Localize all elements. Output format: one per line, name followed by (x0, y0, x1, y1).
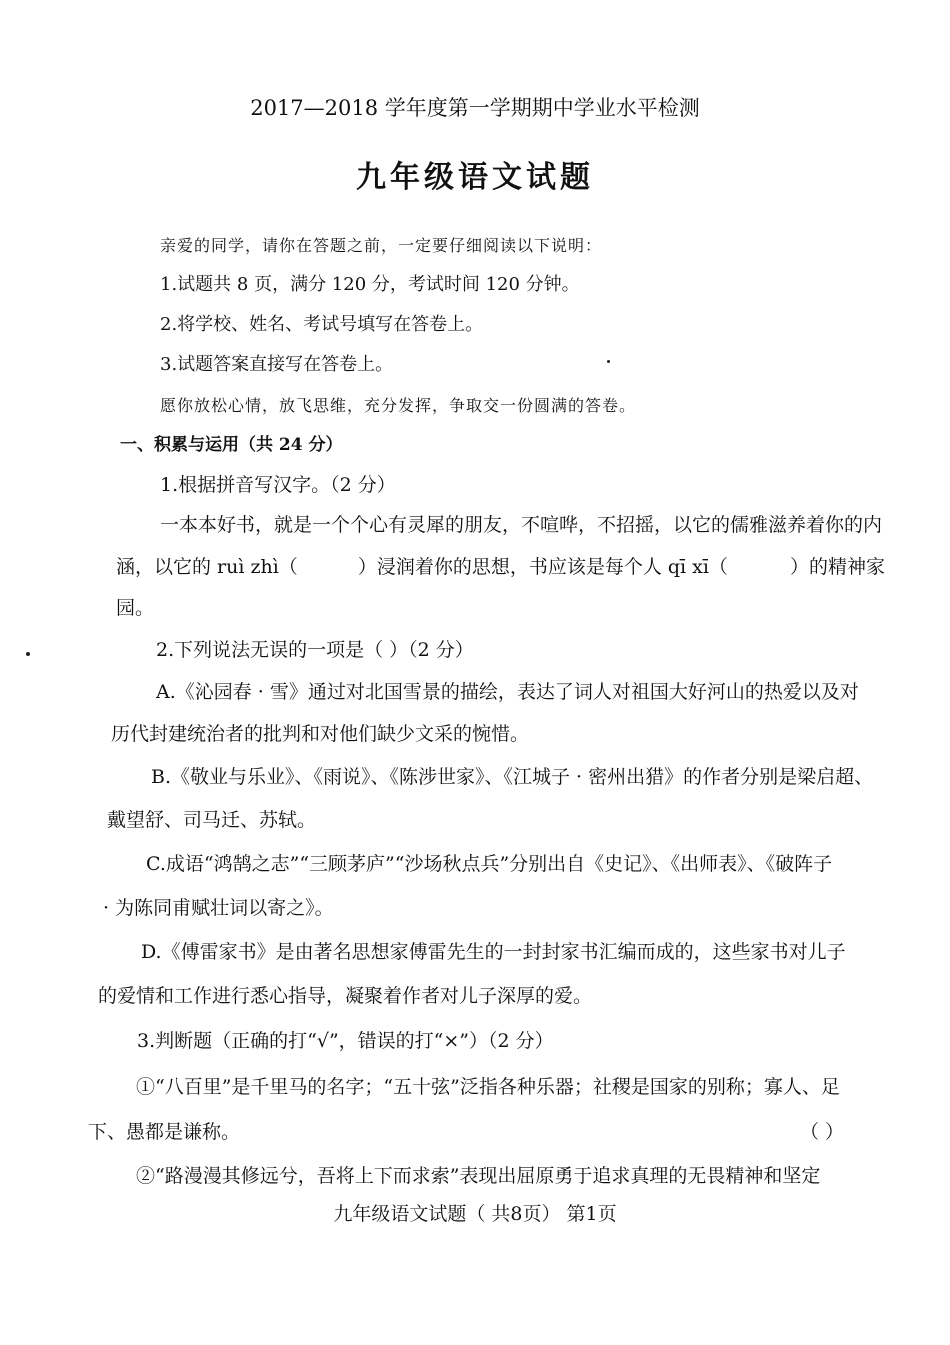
q3-stem: 3.判断题（正确的打“√”，错误的打“×”）（2 分） (137, 1030, 554, 1052)
q1-passage-line-2b: ）浸润着你的思想，书应该是每个人 qī xī（ (357, 556, 728, 578)
q2-option-d-line-2: 的爱情和工作进行悉心指导，凝聚着作者对儿子深厚的爱。 (98, 985, 593, 1007)
q2-option-a-line-1: A.《沁园春 · 雪》通过对北国雪景的描绘，表达了词人对祖国大好河山的热爱以及对 (156, 681, 859, 703)
q3-item-1-line-2: 下、愚都是谦称。 (88, 1121, 241, 1143)
q1-passage-line-2a: 涵，以它的 ruì zhì（ (116, 556, 298, 578)
q2-option-a-line-2: 历代封建统治者的批判和对他们缺少文采的惋惜。 (111, 723, 530, 745)
intro-greeting: 亲爱的同学，请你在答题之前，一定要仔细阅读以下说明： (160, 236, 603, 255)
q2-option-c-line-1: C.成语“鸿鹄之志”“三顾茅庐”“沙场秋点兵”分别出自《史记》、《出师表》、《破阵子 (146, 853, 833, 875)
scan-speck (26, 652, 30, 656)
exam-subject-title: 九年级语文试题 (356, 160, 594, 195)
section-1-heading: 一、积累与运用（共 24 分） (120, 435, 343, 455)
q1-passage-line-2c: ）的精神家 (789, 556, 885, 578)
q3-item-1-line-1: ①“八百里”是千里马的名字；“五十弦”泛指各种乐器；社稷是国家的别称；寡人、足 (136, 1076, 840, 1098)
intro-rule-1: 1.试题共 8 页，满分 120 分，考试时间 120 分钟。 (160, 274, 580, 295)
q1-passage-line-2 (116, 555, 885, 579)
q2-stem: 2.下列说法无误的一项是（ ）（2 分） (156, 639, 474, 661)
exam-title: 2017—2018 学年度第一学期期中学业水平检测 (250, 96, 700, 120)
intro-wish: 愿你放松心情，放飞思维，充分发挥，争取交一份圆满的答卷。 (160, 396, 637, 415)
page-footer: 九年级语文试题（ 共8页） 第1页 (333, 1203, 617, 1225)
q1-passage-line-3: 园。 (116, 597, 155, 619)
intro-rule-3: 3.试题答案直接写在答卷上。 (160, 354, 394, 375)
scan-speck (607, 360, 610, 363)
q3-item-2-line-1: ②“路漫漫其修远兮，吾将上下而求索”表现出屈原勇于追求真理的无畏精神和坚定 (136, 1165, 821, 1187)
q2-option-b-line-1: B.《敬业与乐业》、《雨说》、《陈涉世家》、《江城子 · 密州出猎》的作者分别是梁启超、 (151, 766, 874, 788)
q1-stem: 1.根据拼音写汉字。（2 分） (160, 474, 396, 496)
q3-item-1-answer-paren: （ ） (800, 1121, 845, 1143)
q1-passage-line-1: 一本本好书，就是一个个心有灵犀的朋友，不喧哗，不招摇，以它的儒雅滋养着你的内 (160, 514, 883, 536)
q2-option-b-line-2: 戴望舒、司马迁、苏轼。 (107, 809, 317, 831)
intro-rule-2: 2.将学校、姓名、考试号填写在答卷上。 (160, 314, 484, 335)
q2-option-d-line-1: D.《傅雷家书》是由著名思想家傅雷先生的一封封家书汇编而成的，这些家书对儿子 (141, 941, 846, 963)
q2-option-c-line-2: · 为陈同甫赋壮词以寄之》。 (103, 897, 334, 919)
